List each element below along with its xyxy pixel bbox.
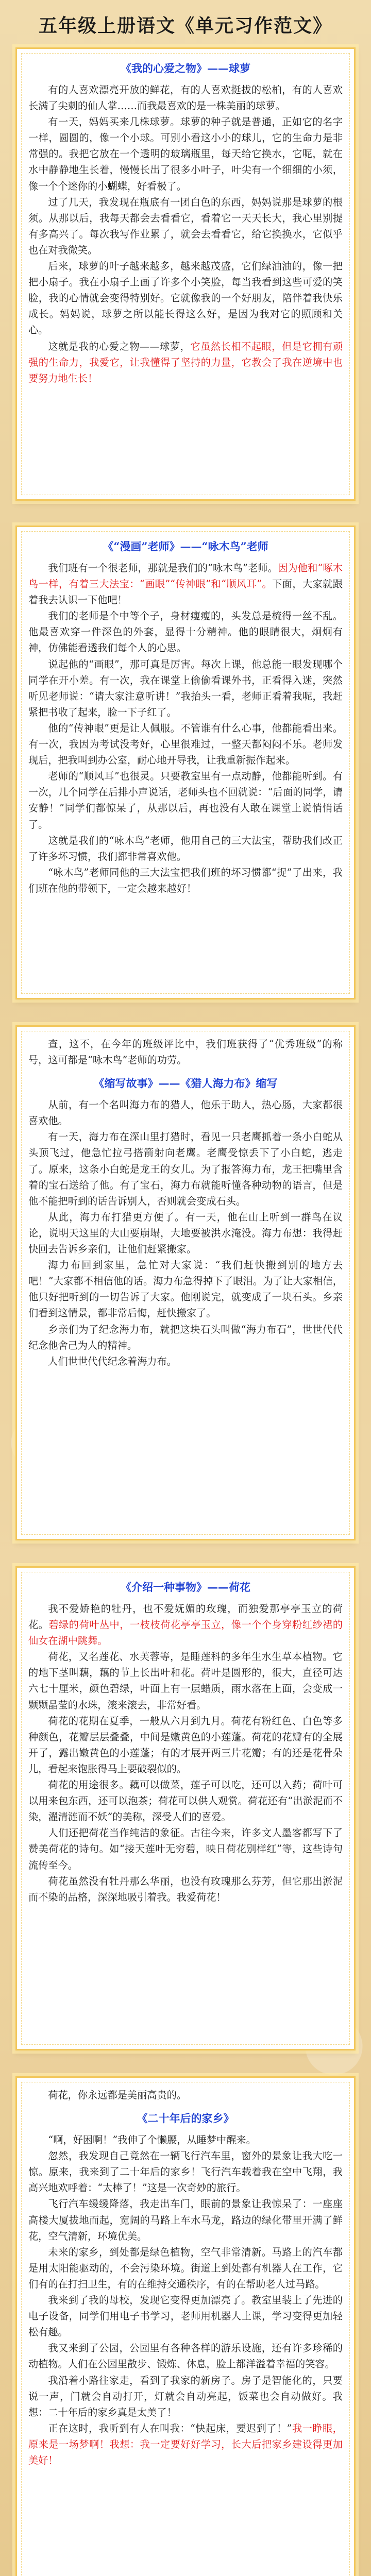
paragraph: 说起他的“画眼”，那可真是厉害。每次上课，他总能一眼发现哪个同学在开小差。有一次，我在课堂上偷偷看课外书，正看得入迷，突然听见老师说：“请大家注意听讲！”我抬头一看，老师正看着我呢，我赶紧把书收了起来，脸一下子红了。 (28, 658, 343, 718)
header (0, 0, 371, 47)
paragraph: 我们的老师是个中等个子，身材瘦瘦的，头发总是梳得一丝不乱。他最喜欢穿一件深色的外套，显得十分精神。他的眼睛很大，炯炯有神，仿佛能看透我们每个人的心思。 (28, 610, 343, 654)
paragraph: 老师的“顺风耳”也很灵。只要教室里有一点动静，他都能听到。有一次，几个同学在后排小声说话，老师头也不回就说：“后面的同学，请安静！”同学们都惊呆了，从那以后，再也没有人敢在课堂上说悄悄话了。 (28, 770, 343, 831)
page-title: 五年级上册语文《单元习作范文》 (38, 15, 332, 37)
paragraph: 荷花虽然没有牡丹那么华丽，也没有玫瑰那么芬芳，但它那出淤泥而不染的品格，深深地吸引着我。我爱荷花！ (28, 1875, 343, 1903)
highlight-text: 它虽然长相不起眼，但是它拥有顽强的生命力，我爱它，让我懂得了坚持的力量，它教会了我在逆境中也要努力地生长！ (28, 340, 343, 384)
essay-card-3 (15, 1025, 356, 1540)
paragraph (28, 338, 343, 386)
paragraph: 他的“传神眼”更是让人佩服。不管谁有什么心事，他都能看出来。有一次，我因为考试没考好，心里很难过，一整天都闷闷不乐。老师发现后，把我叫到办公室，耐心地开导我，让我重新振作起来。 (28, 722, 343, 767)
paragraph: 荷花的花期在夏季，一般从六月到九月。荷花有粉红色、白色等多种颜色，花瓣层层叠叠，中间是嫩黄色的小莲蓬。荷花的花瓣有的全展开了，露出嫩黄色的小莲蓬；有的才展开两三片花瓣；有的还是花骨朵儿，看起来饱胀得马上要破裂似的。 (28, 1715, 343, 1775)
paragraph: 查，这不，在今年的班级评比中，我们班获得了“优秀班级”的称号，这可都是“咏木鸟”老师的功劳。 (28, 1038, 343, 1066)
highlight-text: 因为他和“啄木鸟一样，有着三大法宝：“画眼”“传神眼”和“顺风耳”。 (28, 562, 343, 590)
essay-card-5 (15, 2076, 356, 2576)
highlight-text: 我一睁眼，原来是一场梦啊！我想：我一定要好好学习，长大后把家乡建设得更加美好！ (28, 2422, 343, 2466)
paragraph: 荷花，又名莲花、水芙蓉等，是睡莲科的多年生水生草本植物。它的地下茎叫藕，藕的节上长出叶和花。荷叶是圆形的，很大，直径可达六七十厘米，颜色碧绿，叶面上有一层蜡质，雨水落在上面，会变成一颗颗晶莹的水珠，滚来滚去，非常好看。 (28, 1651, 343, 1711)
paragraph: 飞行汽车缓缓降落，我走出车门，眼前的景象让我惊呆了：一座座高楼大厦拔地而起，宽阔的马路上车水马龙，路边的绿化带里开满了鲜花，空气清新，环境优美。 (28, 2198, 343, 2242)
essay-card-4 (15, 1566, 356, 2050)
paragraph: 后来，球萝的叶子越来越多，越来越茂盛，它们绿油油的，像一把把小扇子。我在小扇子上画了许多个小笑脸，每当我看到这些可爱的笑脸，我的心情就会变得特别好。它就像我的一个好朋友，陪伴着我快乐成长。妈妈说，球萝之所以能长得这么好，是因为我对它的照顾和关心。 (28, 260, 343, 336)
essay-heading: 《我的心爱之物》——球萝 (121, 62, 250, 75)
paragraph: 有一天，海力布在深山里打猎时，看见一只老鹰抓着一条小白蛇从头顶飞过，他急忙拉弓搭箭射向老鹰。老鹰受惊丢下了小白蛇，逃走了。原来，这条小白蛇是龙王的女儿。为了报答海力布，龙王把嘴里含着的宝石送给了他。有了宝石，海力布就能听懂各种动物的语言，但是他不能把听到的话告诉别人，否则就会变成石头。 (28, 1131, 343, 1207)
paragraph: 忽然，我发现自己竟然在一辆飞行汽车里，窗外的景象让我大吃一惊。原来，我来到了二十年后的家乡！飞行汽车载着我在空中飞翔，我高兴地欢呼着：“太棒了！”这是一次奇妙的旅行。 (28, 2150, 343, 2194)
paragraph: 从前，有一个名叫海力布的猎人，他乐于助人，热心肠，大家都很喜欢他。 (28, 1099, 343, 1127)
paragraph: 荷花的用途很多。藕可以做菜，莲子可以吃，还可以入药；荷叶可以用来包东西，还可以泡茶；荷花可以供人观赏。荷花还有“出淤泥而不染，濯清涟而不妖”的美称，深受人们的喜爱。 (28, 1779, 343, 1823)
paragraph: 这就是我们的“咏木鸟”老师，他用自己的三大法宝，帮助我们改正了许多坏习惯，我们都非常喜欢他。 (28, 834, 343, 862)
essay-heading: 《介绍一种事物》——荷花 (121, 1581, 250, 1594)
essay-card-1 (15, 47, 356, 501)
paragraph: “咏木鸟”老师同他的三大法宝把我们班的坏习惯都“捉”了出来，我们班在他的带领下，一定会越来越好！ (28, 866, 343, 894)
essay-heading: 《“漫画”老师》——“咏木鸟”老师 (103, 540, 268, 553)
paragraph: 从此，海力布打猎更方便了。有一天，他在山上听到一群鸟在议论，说明天这里的大山要崩塌，大地要被洪水淹没。海力布想：我得赶快回去告诉乡亲们，让他们赶紧搬家。 (28, 1211, 343, 1256)
paragraph: 未来的家乡，到处都是绿色植物，空气非常清新。马路上的汽车都是用太阳能驱动的，不会污染环境。街道上到处都有机器人在工作，它们有的在打扫卫生，有的在维持交通秩序，有的在帮助老人过马路。 (28, 2246, 343, 2290)
paragraph: 海力布回到家里，急忙对大家说：“我们赶快搬到别的地方去吧！”大家都不相信他的话。海力布急得掉下了眼泪。为了让大家相信，他只好把听到的一切告诉了大家。他刚说完，就变成了一块石头。乡亲们看到这情景，都非常后悔，赶快搬家了。 (28, 1259, 343, 1319)
paragraph: 人们世世代代纪念着海力布。 (48, 1355, 177, 1367)
paragraph (28, 1601, 343, 1649)
paragraph: 我来到了我的母校，发现它变得更加漂亮了。教室里装上了先进的电子设备，同学们用电子书学习，老师用机器人上课，学习变得更加轻松有趣。 (28, 2294, 343, 2338)
paragraph: 我沿着小路往家走，看到了我家的新房子。房子是智能化的，只要说一声，门就会自动打开，灯就会自动亮起，饭菜也会自动做好。我想：二十年后的家乡真是太美了！ (28, 2374, 343, 2418)
text: 正在这时，我听到有人在叫我：“快起床，要迟到了！” (48, 2422, 292, 2434)
paragraph: “啊，好困啊！”我伸了个懒腰，从睡梦中醒来。 (48, 2134, 256, 2146)
highlight-text: 碧绿的荷叶丛中，一枝枝荷花亭亭玉立，像一个个身穿粉红纱裙的仙女在湖中跳舞。 (28, 1619, 343, 1647)
paragraph: 乡亲们为了纪念海力布，就把这块石头叫做“海力布石”，世世代代纪念他舍己为人的精神。 (28, 1323, 343, 1351)
essay-card-2 (15, 526, 356, 999)
paragraph: 过了几天，我发现在瓶底有一团白色的东西，妈妈说那是球萝的根须。从那以后，我每天都会去看看它，看着它一天天长大，我心里别提有多高兴了。每次我写作业累了，就会去看看它，给它换换水，它似乎也在对我微笑。 (28, 196, 343, 256)
text: 下面，大家就跟着我去认识一下他吧！ (28, 578, 343, 606)
text: 我不爱娇艳的牡丹，也不爱妩媚的玫瑰，而独爱那亭亭玉立的荷花。 (28, 1603, 343, 1631)
paragraph: 我又来到了公园，公园里有各种各样的游乐设施，还有许多珍稀的动植物。人们在公园里散步、锻炼、休息，脸上都洋溢着幸福的笑容。 (28, 2342, 343, 2370)
paragraph: 有的人喜欢漂亮开放的鲜花，有的人喜欢挺拔的松柏，有的人喜欢长满了尖刺的仙人掌……而我最喜欢的是一株美丽的球萝。 (28, 84, 343, 112)
paragraph: 有一天，妈妈买来几株球萝。球萝的种子就是普通，正如它的名字一样，圆圆的，像一个小球。可别小看这小小的球儿，它的生命力是非常强的。我把它放在一个透明的玻璃瓶里，每天给它换水，它呢，就在水中静静地生长着，慢慢长出了很多小叶子，叶尖有一个细细的小须，像一个个迷你的小蝴蝶，好看极了。 (28, 116, 343, 192)
paragraph (28, 2420, 343, 2468)
essay-heading: 《缩写故事》——《猎人海力布》缩写 (93, 1077, 278, 1090)
text: 我们班有一个很老师，那就是我们的“咏木鸟”老师。 (48, 562, 278, 574)
paragraph (28, 560, 343, 608)
paragraph: 荷花，你永远都是美丽高贵的。 (48, 2089, 187, 2101)
essay-heading: 《二十年后的家乡》 (137, 2112, 234, 2125)
text: 这就是我的心爱之物——球萝， (48, 340, 191, 352)
paragraph: 人们还把荷花当作纯洁的象征。古往今来，许多文人墨客都写下了赞美荷花的诗句。如“接天莲叶无穷碧，映日荷花别样红”等，这些诗句流传至今。 (28, 1827, 343, 1871)
